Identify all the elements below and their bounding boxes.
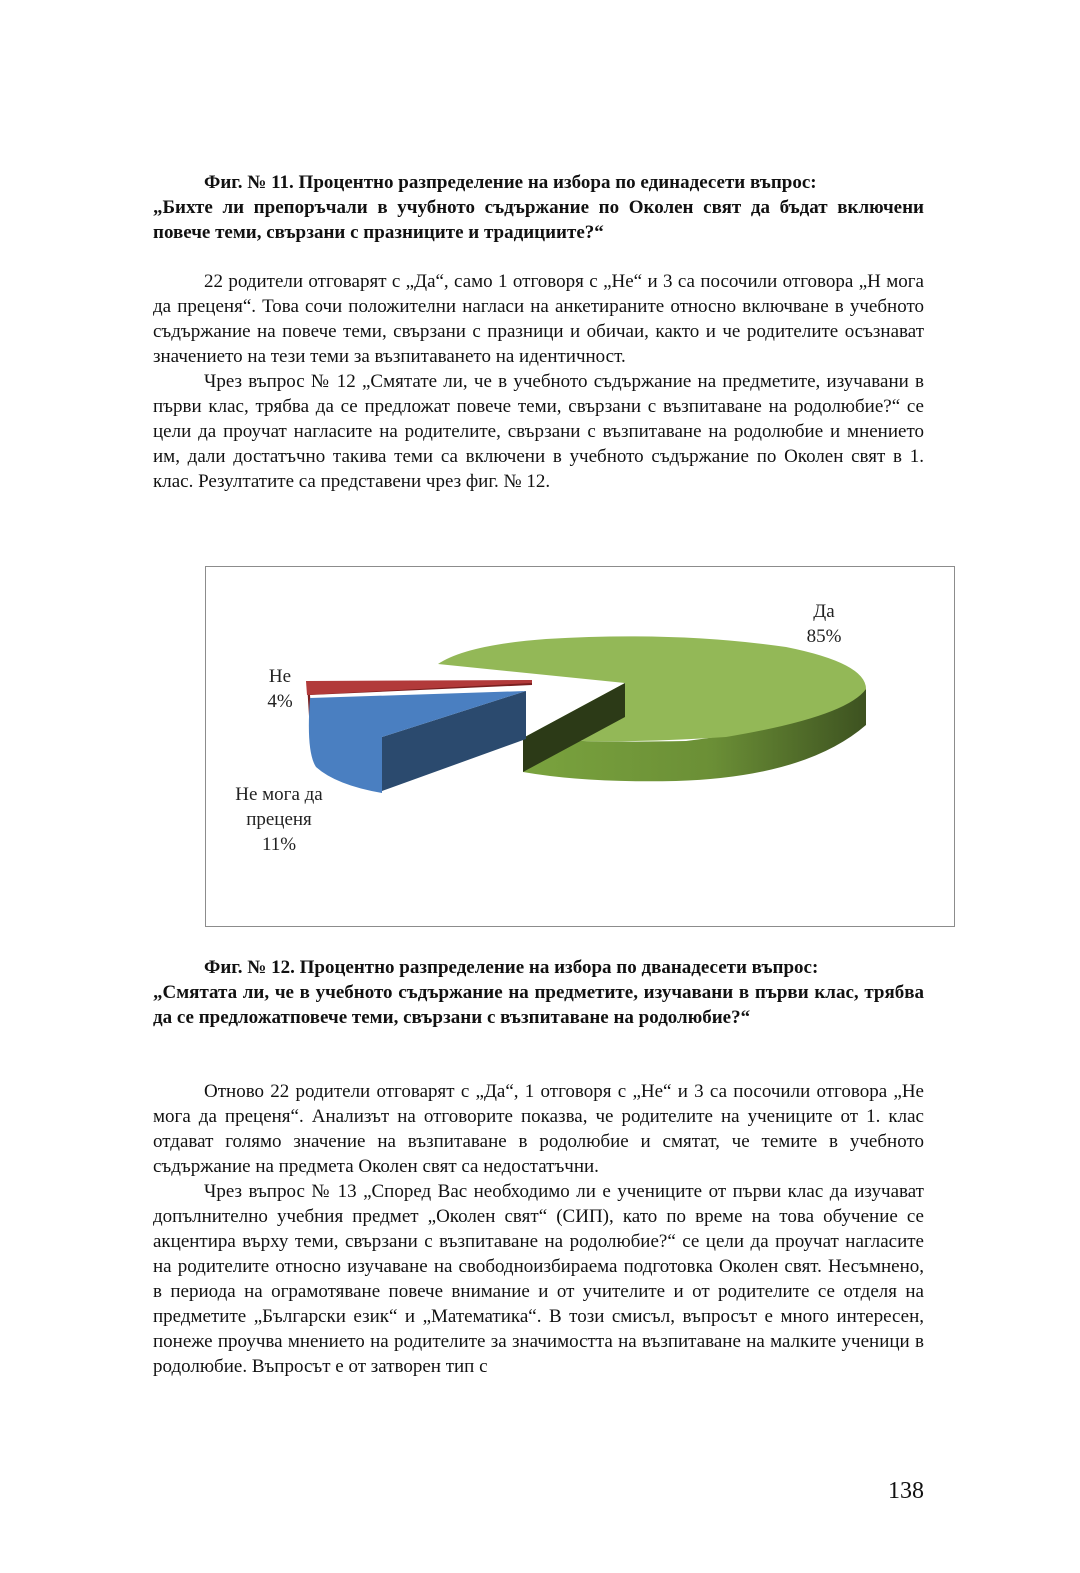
fig12-caption-question: „Смятата ли, че в учебното съдържание на предметите, изучавани в първи клас, трябва да се предложатповече теми, свързани с възпитаване на родолюбие?“ [153,982,924,1028]
pie-label-ne [254,664,306,714]
pie-label-nemoga-line2: преценя [246,809,312,830]
paragraph: Чрез въпрос № 12 „Смятате ли, че в учебното съдържание на предметите, изучавани в първи клас, трябва да се предложат повече теми, свързани с възпитаване на родолюбие?“ се цели да проучат нагласите на родителите, свързани с възпитаване на родолюбие и мнението им, дали достатъчно такива теми са включени в учебното съдържание по Околен свят в 1. клас. Резултатите са представени чрез фиг. № 12. [153,371,924,492]
paragraph-block-1 [153,269,924,494]
pie-label-nemoga-line1: Не мога да [235,784,323,805]
pie-label-ne-value: 4% [267,691,293,712]
pie-label-nemoga-value: 11% [261,834,297,855]
paragraph-block-2 [153,1079,924,1379]
fig11-caption-title: Фиг. № 11. Процентно разпределение на избора по единадесети въпрос: [204,172,817,193]
pie-label-da-name: Да [813,601,835,622]
paragraph: 22 родители отговарят с „Да“, само 1 отговоря с „Не“ и 3 са посочили отговора „Н мога да преценя“. Това сочи положителни нагласи на анкетираните относно включване в учебното съдържание на повече теми, свързани с празници и обичаи, както и че родителите осъзнават значението на тези теми за възпитаването на идентичност. [153,271,924,367]
pie-label-da-value: 85% [806,626,842,647]
paragraph: Отново 22 родители отговарят с „Да“, 1 отговоря с „Не“ и 3 са посочили отговора „Не мога да преценя“. Анализът на отговорите показва, че родителите на учениците от 1. клас отдават голямо значение на възпитаване в родолюбие и смятат, че темите в учебното съдържание на предмета Околен свят са недостатъчни. [153,1081,924,1177]
pie-chart [205,566,955,927]
pie-label-nemoga [220,782,338,857]
fig11-caption [153,170,924,245]
pie-label-ne-name: Не [268,666,292,687]
page-number: 138 [888,1478,924,1504]
fig12-caption [153,955,924,1030]
fig11-caption-question: „Бихте ли препоръчали в учубното съдържание по Околен свят да бъдат включени повече теми, свързани с празниците и традициите?“ [153,197,924,243]
paragraph: Чрез въпрос № 13 „Според Вас необходимо ли е учениците от първи клас да изучават допълнително учебния предмет „Околен свят“ (СИП), като по време на това обучение се акцентира върху теми, свързани с възпитаване на родолюбие?“ се цели да проучат нагласите на родителите относно изучаване на свободноизбираема подготовка Околен свят. Несъмнено, в периода на ограмотяване повече внимание и от учителите и от родителите се отделя на предметите „Български език“ и „Математика“. В този смисъл, въпросът е много интересен, понеже проучва мнението на родителите за значимостта на възпитаване на малките ученици в родолюбие. Въпросът е от затворен тип с [153,1181,924,1377]
pie-label-da [794,599,854,649]
fig12-caption-title: Фиг. № 12. Процентно разпределение на избора по дванадесети въпрос: [204,957,819,978]
